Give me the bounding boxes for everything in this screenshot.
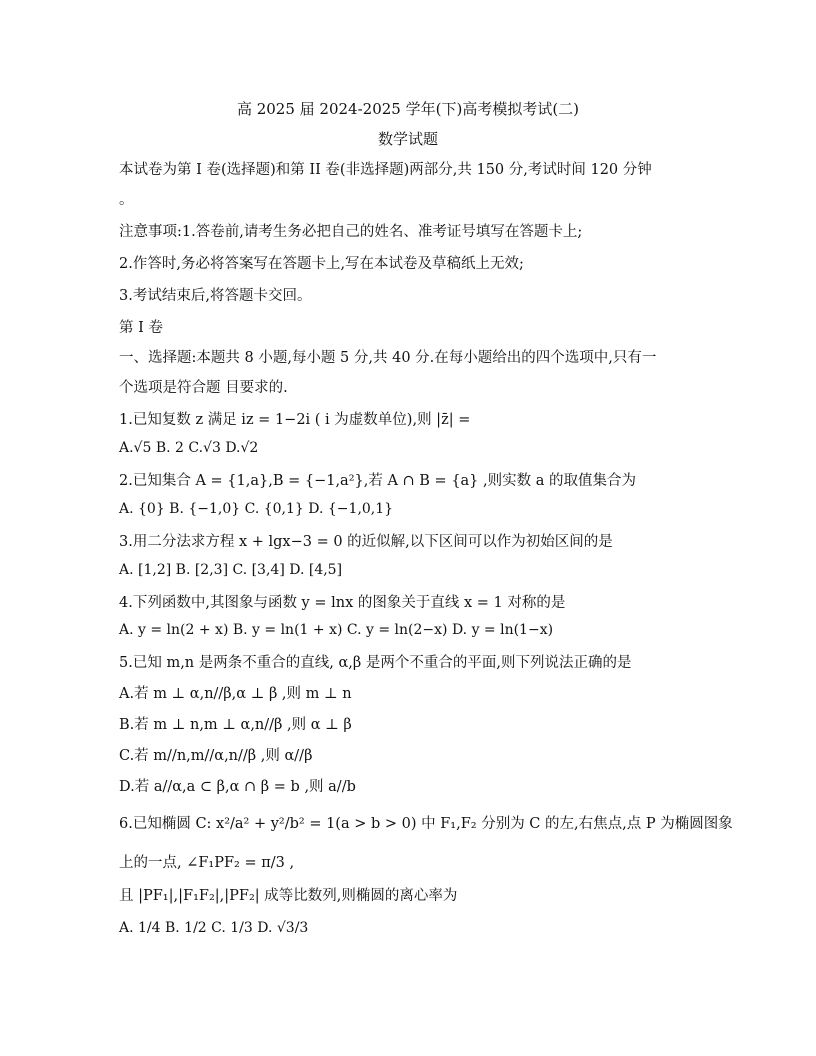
- question-2-options: A. {0} B. {−1,0} C. {0,1} D. {−1,0,1}: [119, 501, 394, 517]
- question-5-option-a: A.若 m ⊥ α,n//β,α ⊥ β ,则 m ⊥ n: [119, 686, 352, 702]
- volume-label: 第 I 卷: [119, 320, 163, 336]
- question-6-options: A. 1/4 B. 1/2 C. 1/3 D. √3/3: [119, 920, 309, 936]
- question-5-option-c: C.若 m//n,m//α,n//β ,则 α//β: [119, 748, 313, 764]
- note-3: 3.考试结束后,将答题卡交回。: [119, 288, 312, 304]
- question-2: 2.已知集合 A = {1,a},B = {−1,a²},若 A ∩ B = {a} ,则实数 a 的取值集合为: [119, 473, 636, 489]
- section-heading: 一、选择题:本题共 8 小题,每小题 5 分,共 40 分.在每小题给出的四个选项中,只有一: [119, 350, 657, 366]
- question-4-options: A. y = ln(2 + x) B. y = ln(1 + x) C. y = ln(2−x) D. y = ln(1−x): [119, 622, 554, 638]
- question-5: 5.已知 m,n 是两条不重合的直线, α,β 是两个不重合的平面,则下列说法正确的是: [119, 655, 632, 671]
- question-4: 4.下列函数中,其图象与函数 y = lnx 的图象关于直线 x = 1 对称的是: [119, 595, 566, 611]
- section-heading-cont: 个选项是符合题 目要求的.: [119, 380, 288, 396]
- question-3-options: A. [1,2] B. [2,3] C. [3,4] D. [4,5]: [119, 562, 343, 578]
- question-3: 3.用二分法求方程 x + lgx−3 = 0 的近似解,以下区间可以作为初始区间的是: [119, 534, 613, 550]
- question-6: 6.已知椭圆 C: x²/a² + y²/b² = 1(a > b > 0) 中 F₁,F₂ 分别为 C 的左,右焦点,点 P 为椭圆图象: [119, 816, 733, 832]
- question-5-option-b: B.若 m ⊥ n,m ⊥ α,n//β ,则 α ⊥ β: [119, 717, 352, 733]
- note-1: 注意事项:1.答卷前,请考生务必把自己的姓名、准考证号填写在答题卡上;: [119, 224, 583, 240]
- note-2: 2.作答时,务必将答案写在答题卡上,写在本试卷及草稿纸上无效;: [119, 256, 524, 272]
- question-5-option-d: D.若 a//α,a ⊂ β,α ∩ β = b ,则 a//b: [119, 779, 356, 795]
- question-6-cont-2: 且 |PF₁|,|F₁F₂|,|PF₂| 成等比数列,则椭圆的离心率为: [119, 888, 458, 904]
- question-6-cont: 上的一点, ∠F₁PF₂ = π/3 ,: [119, 855, 295, 871]
- question-1: 1.已知复数 z 满足 iz = 1−2i ( i 为虚数单位),则 |z̄| =: [119, 412, 471, 428]
- question-1-options: A.√5 B. 2 C.√3 D.√2: [119, 440, 259, 456]
- exam-subtitle: 数学试题: [377, 130, 438, 148]
- intro-line: 本试卷为第 I 卷(选择题)和第 II 卷(非选择题)两部分,共 150 分,考试时间 120 分钟: [119, 162, 652, 178]
- intro-line-end: 。: [119, 192, 134, 208]
- exam-title: 高 2025 届 2024-2025 学年(下)高考模拟考试(二): [236, 100, 580, 118]
